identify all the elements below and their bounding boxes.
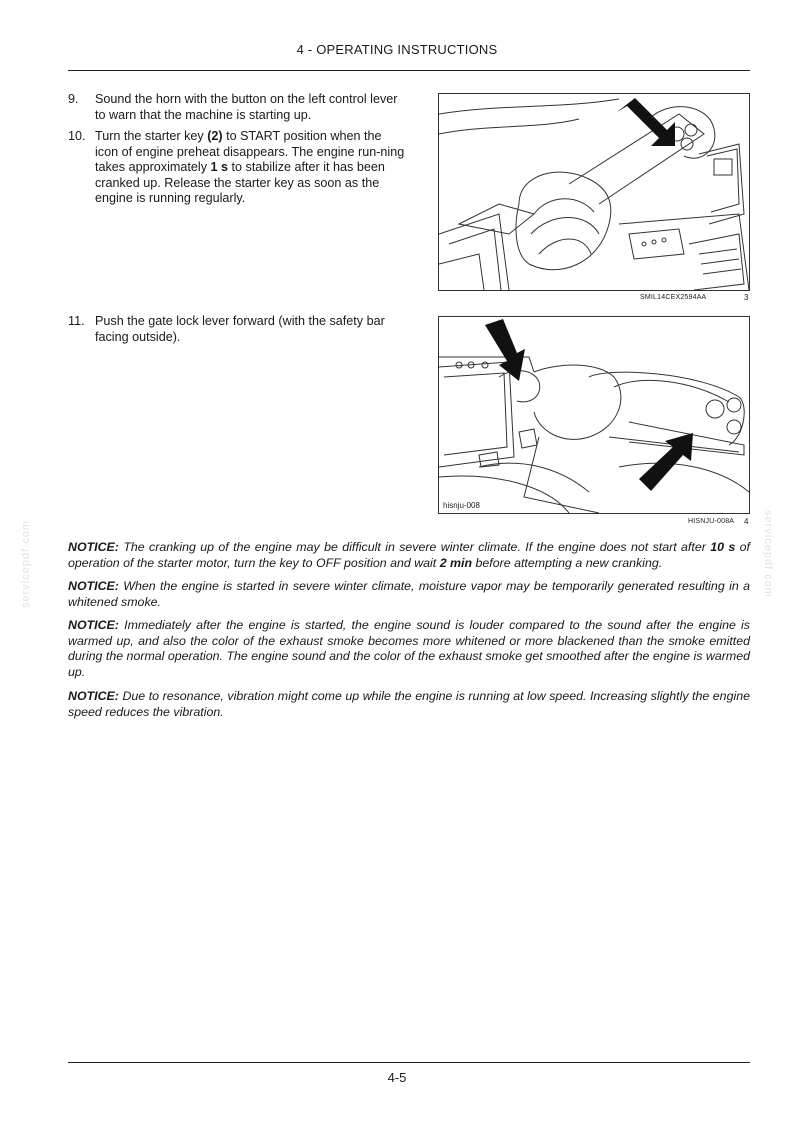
step-text: Sound the horn with the button on the left control lever to warn that the machine is starting up.	[95, 92, 398, 122]
figure-4-caption: HISNJU-008A	[688, 518, 735, 525]
figure-3-control-lever-illustration	[438, 93, 750, 291]
control-lever-drawing	[439, 94, 749, 290]
figure-4-gate-lock-lever-illustration	[438, 316, 750, 514]
step-number: 10.	[68, 129, 86, 143]
notice-engine-sound: NOTICE: Immediately after the engine is started, the engine sound is louder compared to the sound after the engine is warmed up, and also the color of the exhaust smoke becomes more whitened or more blackened than the smoke emitted during the normal operation. The engine sound and the color of the exhaust smoke get smoothed after the engine is warmed up.	[68, 618, 750, 679]
notice-whitened-smoke: NOTICE: When the engine is started in severe winter climate, moisture vapor may be temporarily generated resulting in a whitened smoke.	[68, 579, 750, 609]
step-number: 9.	[68, 92, 79, 106]
footer-rule	[68, 1062, 750, 1063]
step-number: 11.	[68, 314, 85, 328]
figure-4-number: 4	[744, 517, 749, 526]
gate-lock-lever-drawing	[439, 317, 749, 513]
figure-3-caption: SMIL14CEX2594AA	[640, 294, 707, 301]
step-11	[68, 314, 408, 345]
header-rule	[68, 70, 750, 71]
figure-4-inner-label: hisnju-008	[443, 501, 480, 510]
step-9	[68, 92, 408, 123]
arrow-icon	[485, 319, 525, 381]
step-10	[68, 129, 408, 207]
page-number: 4-5	[387, 1070, 407, 1085]
step-text: Push the gate lock lever forward (with the safety bar facing outside).	[95, 314, 385, 344]
step-text: Turn the starter key (2) to START position when the icon of engine preheat disappears. The engine run-ning takes approximately 1 s to stabilize after it has been cranked up. Release the starter key as soon as the engine is running regularly.	[95, 129, 405, 205]
figure-3-number: 3	[744, 293, 749, 302]
section-header: 4 - OPERATING INSTRUCTIONS	[296, 42, 498, 57]
watermark: servicepdf.com	[762, 510, 774, 598]
notice-resonance: NOTICE: Due to resonance, vibration might come up while the engine is running at low speed. Increasing slightly the engine speed reduces the vibration.	[68, 689, 750, 719]
notice-winter-cranking: NOTICE: The cranking up of the engine may be difficult in severe winter climate. If the engine does not start after 10 s of operation of the starter motor, turn the key to OFF position and wait 2 min before attempting a new cranking.	[68, 540, 750, 570]
watermark: servicepdf.com	[20, 520, 32, 608]
